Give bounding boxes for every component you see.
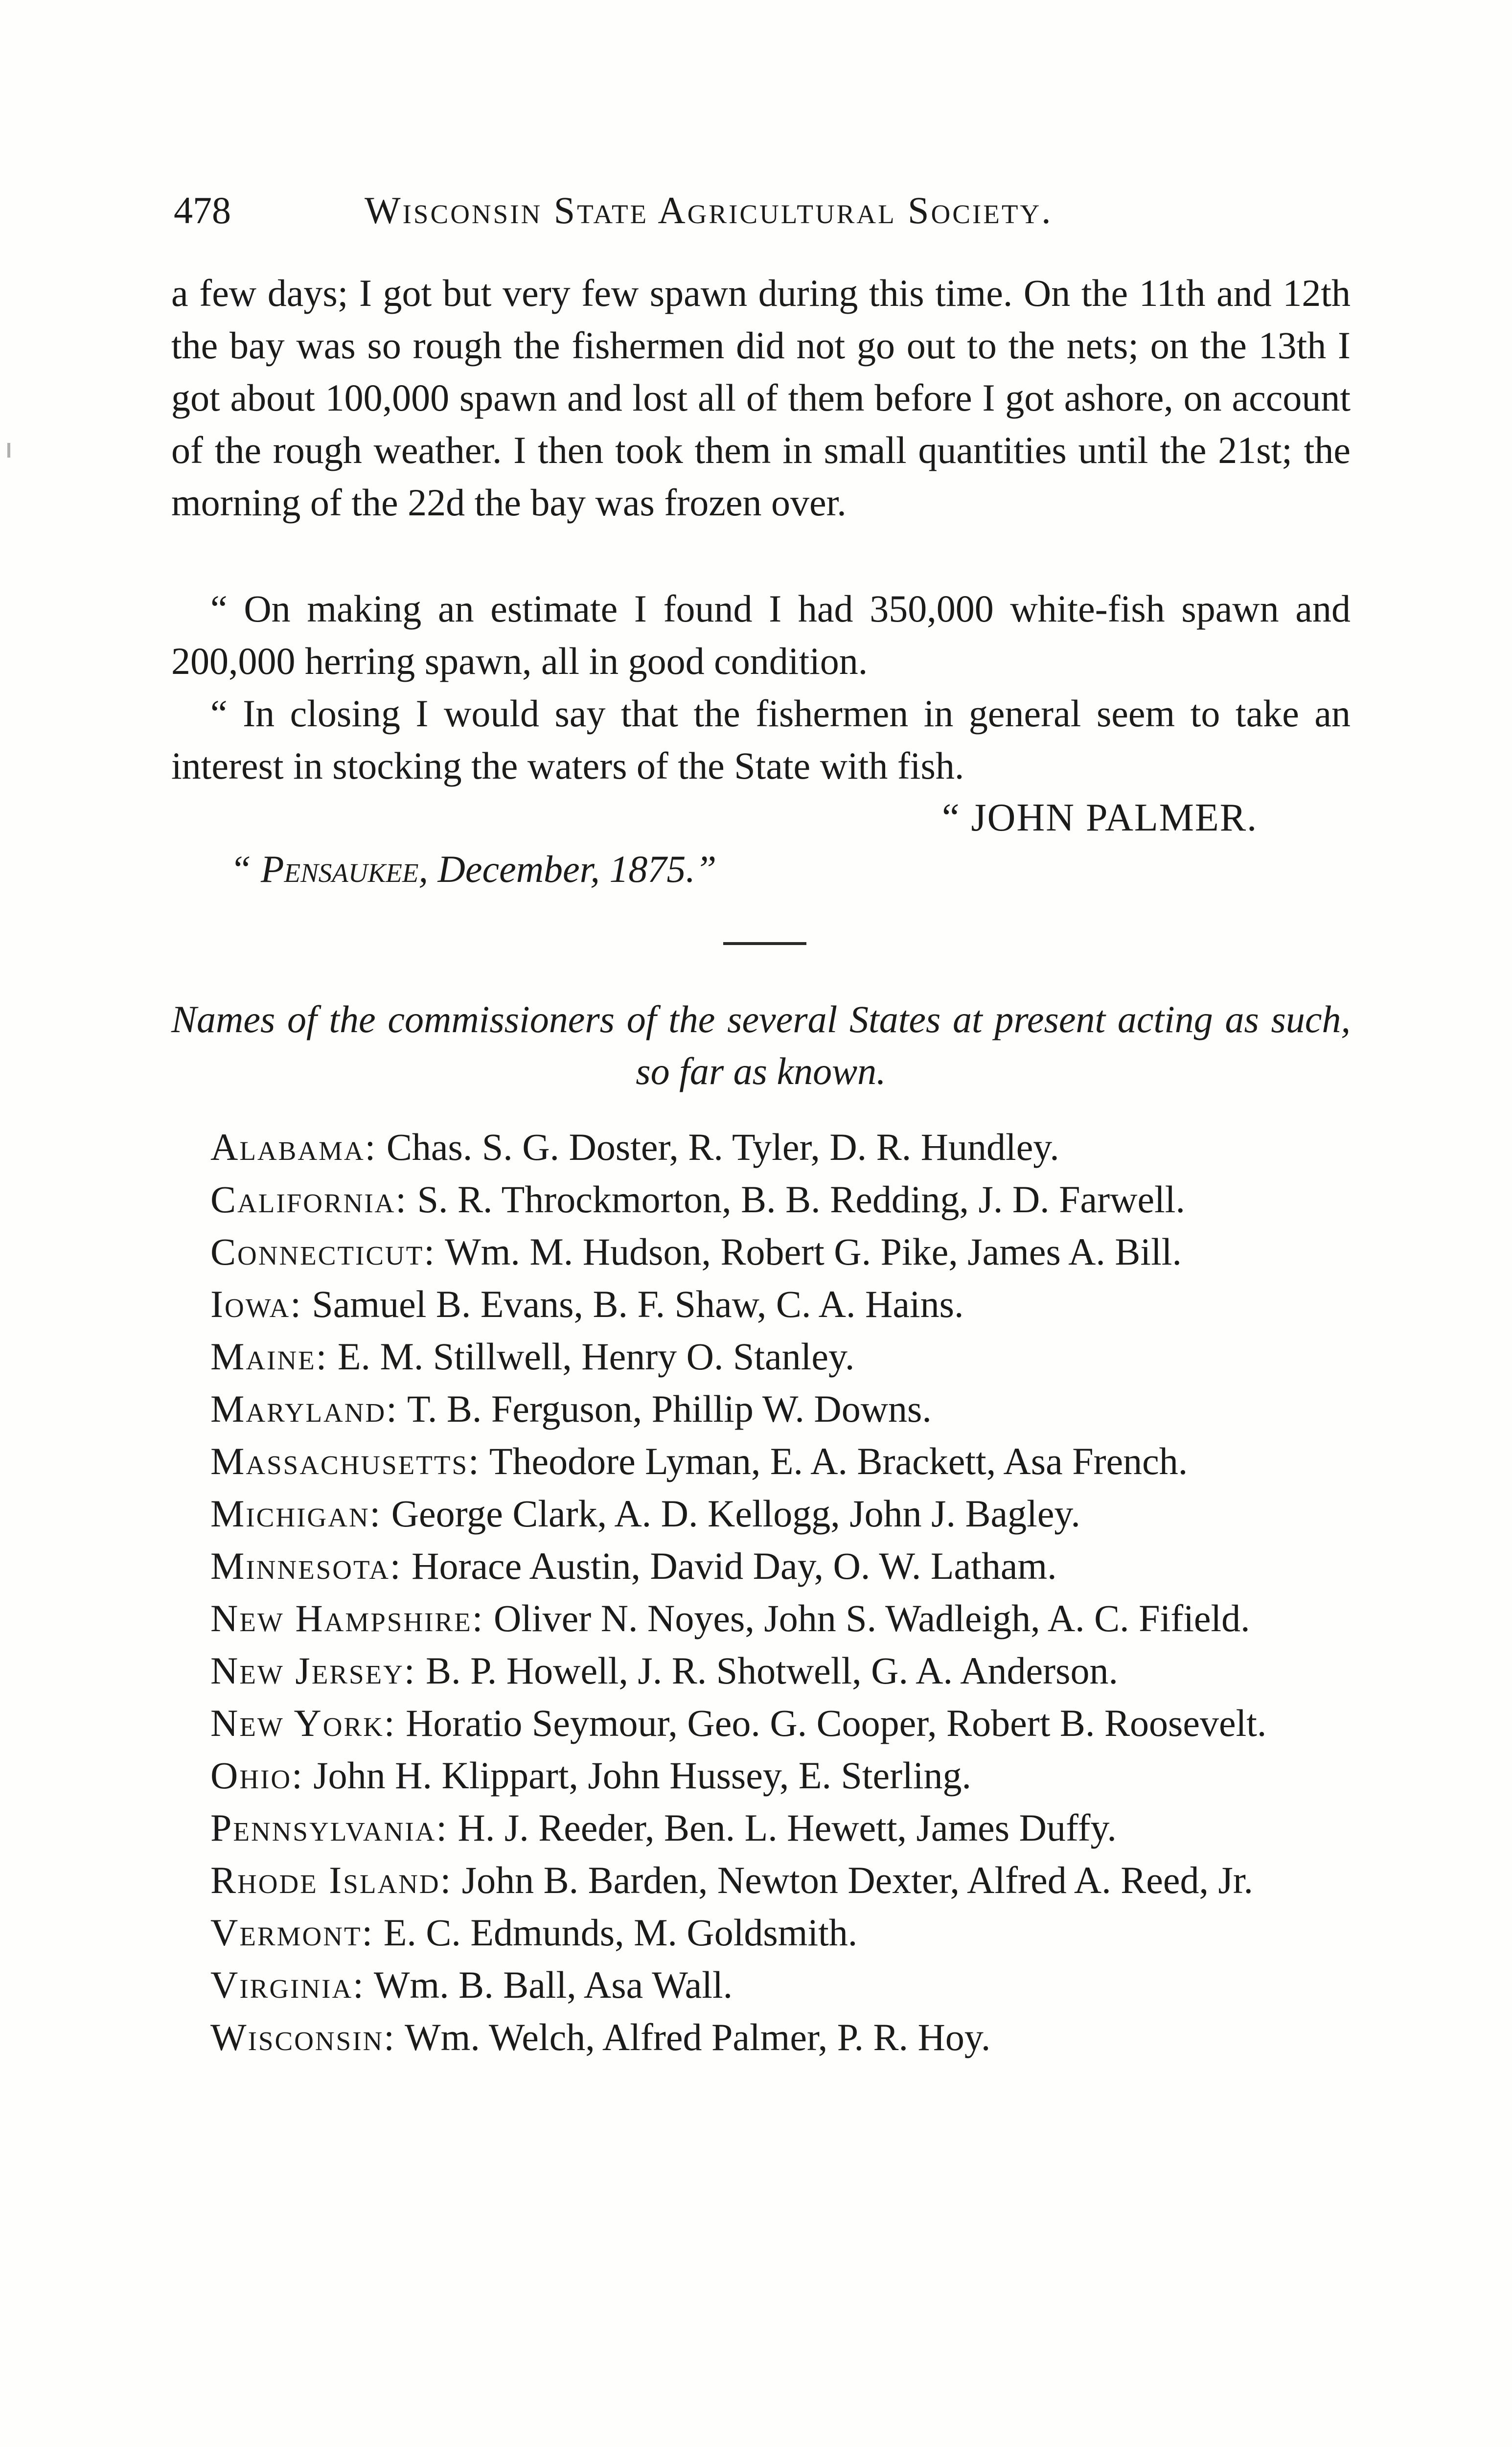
commissioner-entry xyxy=(171,1854,1351,1906)
section-heading: Names of the commissioners of the several States at present acting as such, so far as known. xyxy=(171,998,1351,1092)
state-name: Maine: xyxy=(210,1335,328,1378)
state-name: Vermont: xyxy=(210,1911,374,1954)
section-divider xyxy=(723,942,806,945)
commissioner-entry xyxy=(171,1644,1351,1697)
dateline-date: December, 1875.” xyxy=(428,848,717,890)
commissioner-entry xyxy=(171,1540,1351,1592)
commissioner-entry xyxy=(171,1121,1351,1173)
state-name: Virginia: xyxy=(210,1963,365,2006)
commissioner-names: Theodore Lyman, E. A. Brackett, Asa French. xyxy=(480,1440,1188,1482)
commissioner-entry xyxy=(171,1906,1351,1959)
commissioner-entry xyxy=(171,1278,1351,1330)
commissioner-names: Horace Austin, David Day, O. W. Latham. xyxy=(402,1545,1057,1587)
state-name: Minnesota: xyxy=(210,1545,402,1587)
commissioner-names: Oliver N. Noyes, John S. Wadleigh, A. C. Fifield. xyxy=(484,1597,1250,1639)
letter-paragraph-3 xyxy=(171,687,1351,792)
commissioner-names: B. P. Howell, J. R. Shotwell, G. A. Anderson. xyxy=(416,1649,1118,1692)
state-name: New Jersey: xyxy=(210,1649,416,1692)
state-name: Connecticut: xyxy=(210,1230,436,1273)
dateline-place: “ Pensaukee, xyxy=(230,848,428,890)
paragraph-text: a few days; I got but very few spawn during this time. On the 11th and 12th the bay was so rough the fishermen did not go out to the nets; on the 13th I got about 100,000 spawn and lost all of them before I got ashore, on account of the rough weather. I then took them in small quantities until the 21st; the morning of the 22d the bay was frozen over. xyxy=(171,272,1351,524)
state-name: New York: xyxy=(210,1702,396,1744)
state-name: Iowa: xyxy=(210,1283,302,1325)
commissioner-entry xyxy=(171,1225,1351,1278)
commissioner-entry xyxy=(171,1592,1351,1644)
commissioner-names: E. M. Stillwell, Henry O. Stanley. xyxy=(328,1335,855,1378)
commissioner-entry xyxy=(171,1749,1351,1801)
letter-signature: “ JOHN PALMER. xyxy=(942,796,1258,839)
paragraph-text: “ On making an estimate I found I had 350,000 white-fish spawn and 200,000 herring spawn, all in good condition. xyxy=(171,587,1351,682)
commissioner-names: Wm. M. Hudson, Robert G. Pike, James A. Bill. xyxy=(436,1230,1182,1273)
state-name: Massachusetts: xyxy=(210,1440,481,1482)
commissioner-entry xyxy=(171,1487,1351,1540)
page-header xyxy=(174,188,1348,247)
commissioner-entry xyxy=(171,1435,1351,1487)
commissioner-entry xyxy=(171,1959,1351,2011)
state-name: Rhode Island: xyxy=(210,1859,453,1901)
letter-dateline xyxy=(230,843,716,895)
commissioner-names: Wm. Welch, Alfred Palmer, P. R. Hoy. xyxy=(395,2016,991,2058)
commissioner-names: Horatio Seymour, Geo. G. Cooper, Robert B. Roosevelt. xyxy=(396,1702,1267,1744)
commissioner-entry xyxy=(171,1697,1351,1749)
running-title: Wisconsin State Agricultural Society. xyxy=(365,189,1053,231)
paragraph-text: “ In closing I would say that the fishermen in general seem to take an interest in stocking the waters of the State with fish. xyxy=(171,692,1351,787)
commissioner-names: S. R. Throckmorton, B. B. Redding, J. D. Farwell. xyxy=(408,1178,1185,1221)
letter-paragraph-1 xyxy=(171,267,1351,529)
commissioner-entry xyxy=(171,1173,1351,1225)
commissioner-entry xyxy=(171,2011,1351,2063)
commissioner-entry xyxy=(171,1383,1351,1435)
state-name: New Hampshire: xyxy=(210,1597,484,1639)
commissioner-names: George Clark, A. D. Kellogg, John J. Bagley. xyxy=(382,1492,1080,1535)
commissioner-names: Wm. B. Ball, Asa Wall. xyxy=(365,1963,733,2006)
commissioner-entry xyxy=(171,1801,1351,1854)
commissioner-names: E. C. Edmunds, M. Goldsmith. xyxy=(374,1911,858,1954)
state-name: California: xyxy=(210,1178,408,1221)
state-name: Wisconsin: xyxy=(210,2016,396,2058)
state-name: Pennsylvania: xyxy=(210,1806,449,1849)
commissioner-entry xyxy=(171,1330,1351,1383)
state-name: Alabama: xyxy=(210,1126,377,1168)
page-number: 478 xyxy=(174,189,231,231)
state-name: Michigan: xyxy=(210,1492,382,1535)
commissioner-names: T. B. Ferguson, Phillip W. Downs. xyxy=(398,1387,932,1430)
commissioner-names: Samuel B. Evans, B. F. Shaw, C. A. Hains. xyxy=(302,1283,964,1325)
scan-margin-mark xyxy=(7,443,10,458)
commissioner-names: John B. Barden, Newton Dexter, Alfred A. Reed, Jr. xyxy=(452,1859,1254,1901)
commissioner-names: Chas. S. G. Doster, R. Tyler, D. R. Hundley. xyxy=(377,1126,1059,1168)
letter-paragraph-2 xyxy=(171,582,1351,687)
commissioner-names: H. J. Reeder, Ben. L. Hewett, James Duffy. xyxy=(448,1806,1117,1849)
commissioner-names: John H. Klippart, John Hussey, E. Sterling. xyxy=(303,1754,971,1797)
state-name: Ohio: xyxy=(210,1754,304,1797)
state-name: Maryland: xyxy=(210,1387,398,1430)
commissioners-list xyxy=(171,1121,1351,2063)
